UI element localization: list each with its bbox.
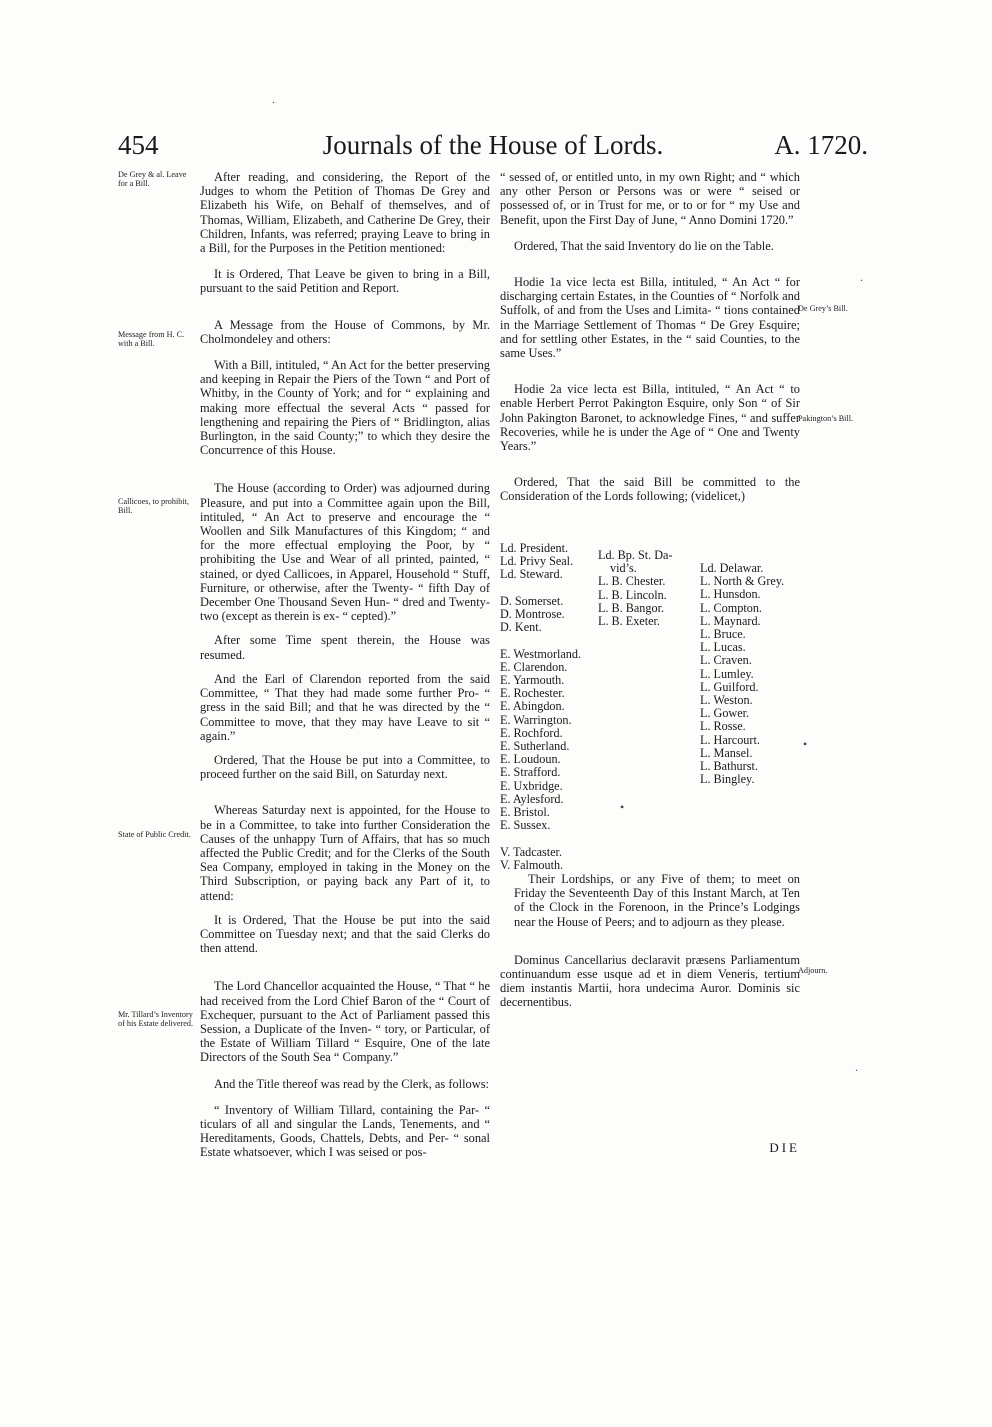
speck: . [272, 92, 275, 106]
lord-entry: E. Westmorland. [500, 646, 582, 661]
lord-entry: V. Tadcaster. [500, 844, 562, 859]
left-paragraph-9: Whereas Saturday next is appointed, for the House to be in a Committee, to take into further Consideration the Causes of the unhappy Turn of Affairs, that has so much affected the Public Credit; and for the Clerks of the South Sea Company, employed in taking in the Money on the Third Subscription, or paying back any Part of it, to attend: [200, 803, 490, 903]
lord-entry: L. B. Exeter. [598, 614, 660, 629]
lord-entry: L. Harcourt. [700, 732, 760, 747]
lord-entry: L. Compton. [700, 600, 762, 615]
left-paragraph-2: It is Ordered, That Leave be given to bring in a Bill, pursuant to the said Petition and Report. [200, 267, 490, 296]
left-paragraph-11: The Lord Chancellor acquainted the House, “ That “ he had received from the Lord Chief Baron of the “ Court of Exchequer, pursuant to the Act of Parliament passed this Session, a Duplicate of the Inven- “ tory, or Particular, of the Estate of William Tillard “ Esquire, One of the late Directors of the South Sea “ Company.” [200, 979, 490, 1065]
lord-entry: L. Lucas. [700, 640, 746, 655]
lord-entry: vid’s. [610, 561, 637, 576]
lord-entry: L. Gower. [700, 706, 750, 721]
catchword: DIE [769, 1140, 800, 1155]
lord-entry: E. Warrington. [500, 712, 572, 727]
lord-entry: L. B. Bangor. [598, 600, 665, 615]
lord-entry: V. Falmouth. [500, 857, 564, 872]
lord-entry: E. Uxbridge. [500, 778, 563, 793]
lord-entry: E. Rochford. [500, 725, 563, 740]
lord-entry [500, 832, 581, 845]
lord-entry: L. North & Grey. [700, 574, 785, 589]
left-paragraph-1: After reading, and considering, the Report of the Judges to whom the Petition of Thomas De Grey and Elizabeth his Wife, on Behalf of themselves, and of Thomas, William, Elizabeth, and Catherine De Grey, their Children, Infants, was referred; praying Leave to bring in a Bill, for the Purposes in the Petition mentioned: [200, 170, 490, 256]
margin-note-adjourn: Adjourn. [798, 966, 828, 975]
lord-entry: Ld. Delawar. [700, 561, 764, 575]
lord-entry: E. Strafford. [500, 765, 561, 780]
lord-entry: D. Kent. [500, 620, 542, 635]
lord-entry: L. Weston. [700, 693, 753, 708]
lord-entry [500, 582, 581, 595]
page-header [118, 130, 868, 170]
left-paragraph-10: It is Ordered, That the House be put into the said Committee on Tuesday next; and that the said Clerks do then attend. [200, 912, 490, 956]
lord-entry: L. Rosse. [700, 719, 746, 734]
left-paragraph-12: And the Title thereof was read by the Clerk, as follows: [214, 1076, 489, 1091]
lord-entry: L. Bruce. [700, 627, 746, 642]
lord-entry: E. Sussex. [500, 818, 551, 833]
lord-entry: D. Montrose. [500, 607, 565, 622]
left-paragraph-8: Ordered, That the House be put into a Committee, to proceed further on the said Bill, on Saturday next. [200, 752, 490, 782]
lord-entry: Ld. Bp. St. Da- [598, 548, 673, 562]
lord-entry: L. Maynard. [700, 613, 761, 628]
lord-entry: L. Bingley. [700, 772, 755, 787]
right-paragraph-4: Hodie 2a vice lecta est Billa, intituled, “ An Act “ to enable Herbert Perrot Pakington Esquire, only Son “ of Sir John Pakington Baronet, to acknowledge Fines, “ and suffer Recoveries, while he is under the Age of “ One and Twenty Years.” [500, 382, 800, 454]
left-paragraph-5: The House (according to Order) was adjourned during Pleasure, and put into a Committee again upon the Bill, intituled, “ An Act to preserve and encourage the “ Woollen and Silk Manufactures of this Kingdom; “ and for the more effectual employing the Poor, by “ prohibiting the Use and Wear of all printed, painted, “ stained, or dyed Callicoes, in Apparel, Household “ Stuff, Furniture, or otherwise, after the Twenty- “ fifth Day of December One Thousand Seven Hun- “ dred and Twenty-two (except as therein is ex- “ cepted).” [200, 481, 490, 624]
margin-note-callicoes: Callicoes, to prohibit, Bill. [118, 497, 189, 515]
speck: . [860, 270, 863, 284]
page-number: 454 [118, 130, 159, 160]
lord-entry: Ld. Steward. [500, 567, 563, 582]
margin-note-tillard: Mr. Tillard’s Inventory of his Estate delivered. [118, 1010, 194, 1028]
lord-entry: E. Sutherland. [500, 739, 570, 754]
speck: . [855, 1060, 858, 1074]
page-year: A. 1720. [774, 130, 868, 160]
margin-note-message: Message from H. C. with a Bill. [118, 330, 185, 348]
margin-note-credit: State of Public Credit. [118, 830, 191, 839]
lord-entry: L. Mansel. [700, 745, 753, 760]
lord-entry: L. Hunsdon. [700, 587, 761, 602]
lords-list-3 [700, 562, 784, 786]
lord-entry: E. Aylesford. [500, 791, 564, 806]
lord-entry: L. Lumley. [700, 666, 754, 681]
right-paragraph-2: Ordered, That the said Inventory do lie on the Table. [514, 238, 774, 253]
speck: • [803, 737, 808, 751]
lord-entry: L. Bathurst. [700, 759, 758, 774]
lord-entry: E. Clarendon. [500, 659, 568, 674]
lord-entry: E. Abingdon. [500, 699, 565, 714]
lords-list-1 [500, 542, 581, 872]
left-paragraph-4: With a Bill, intituled, “ An Act for the better preserving and keeping in Repair the Piers of the Town “ and Port of Whitby, in the County of York; and for “ explaining and making more effectual the several Acts “ passed for lengthening and repairing the Piers of “ Bridlington, alias Burlington, in the said County;” to which they desire the Concurrence of this House. [200, 358, 490, 458]
lord-entry: Ld. President. [500, 541, 569, 555]
margin-note-degrey: De Grey & al. Leave for a Bill. [118, 170, 187, 188]
left-column [200, 170, 490, 1160]
lord-entry: L. Guilford. [700, 679, 759, 694]
margin-note-pakington: Pakington’s Bill. [798, 414, 854, 423]
lord-entry: L. B. Lincoln. [598, 587, 667, 602]
margin-note-degrey-bill: De Grey’s Bill. [798, 304, 848, 313]
right-paragraph-3: Hodie 1a vice lecta est Billa, intituled, “ An Act “ for discharging certain Estates, in the Counties of “ Norfolk and Suffolk, of and from the Uses and Limita- “ tions contained in the Marriage Settlement of Thomas “ De Grey Esquire; and for settling other Estates, in the “ said Counties, to the same Uses.” [500, 275, 800, 361]
lord-entry: Ld. Privy Seal. [500, 554, 574, 569]
lord-entry: E. Loudoun. [500, 752, 561, 767]
right-paragraph-1: “ sessed of, or entitled unto, in my own Right; and “ which any other Person or Persons was or were “ seised or possessed of, or in Trust for me, or to or for “ my Use and Benefit, upon the First Day of June, “ Anno Domini 1720.” [500, 170, 800, 227]
lord-entry: D. Somerset. [500, 593, 564, 608]
left-paragraph-3: A Message from the House of Commons, by Mr. Cholmondeley and others: [200, 317, 490, 346]
left-paragraph-13: “ Inventory of William Tillard, containing the Par- “ ticulars of all and singular the Lands, Tenements, and “ Hereditaments, Goods, Chattels, Debts, and Per- “ sonal Estate whatsoever, which I was seised or pos- [200, 1102, 490, 1160]
lord-entry: L. Craven. [700, 653, 752, 668]
lord-entry: E. Bristol. [500, 805, 550, 820]
speck: • [620, 800, 625, 814]
left-paragraph-7: And the Earl of Clarendon reported from the said Committee, “ That they had made some further Pro- “ gress in the said Bill; and that he was directed by the “ Committee to move, that they may have Leave to sit “ again.” [200, 671, 490, 743]
right-column [500, 170, 800, 504]
right-paragraph-7: Dominus Cancellarius declaravit præsens Parliamentum continuandum esse usque ad et in diem Veneris, tertium diem instantis Martii, hora undecima Auror. Dominis sic decernentibus. [500, 952, 800, 1010]
lord-entry: E. Yarmouth. [500, 673, 565, 688]
right-paragraph-5: Ordered, That the said Bill be committed to the Consideration of the Lords following; (videlicet,) [500, 475, 800, 504]
right-paragraph-6: Their Lordships, or any Five of them; to meet on Friday the Seventeenth Day of this Instant March, at Ten of the Clock in the Forenoon, in the Prince’s Lodgings near the House of Peers; and to adjourn as they please. [514, 872, 800, 929]
right-column-lower [500, 872, 800, 1010]
lords-list-2 [598, 549, 672, 628]
lord-entry [500, 634, 581, 647]
lord-entry: L. B. Chester. [598, 574, 666, 589]
page-title: Journals of the House of Lords. [322, 130, 664, 160]
left-paragraph-6: After some Time spent therein, the House was resumed. [200, 633, 490, 662]
lord-entry: E. Rochester. [500, 686, 565, 701]
